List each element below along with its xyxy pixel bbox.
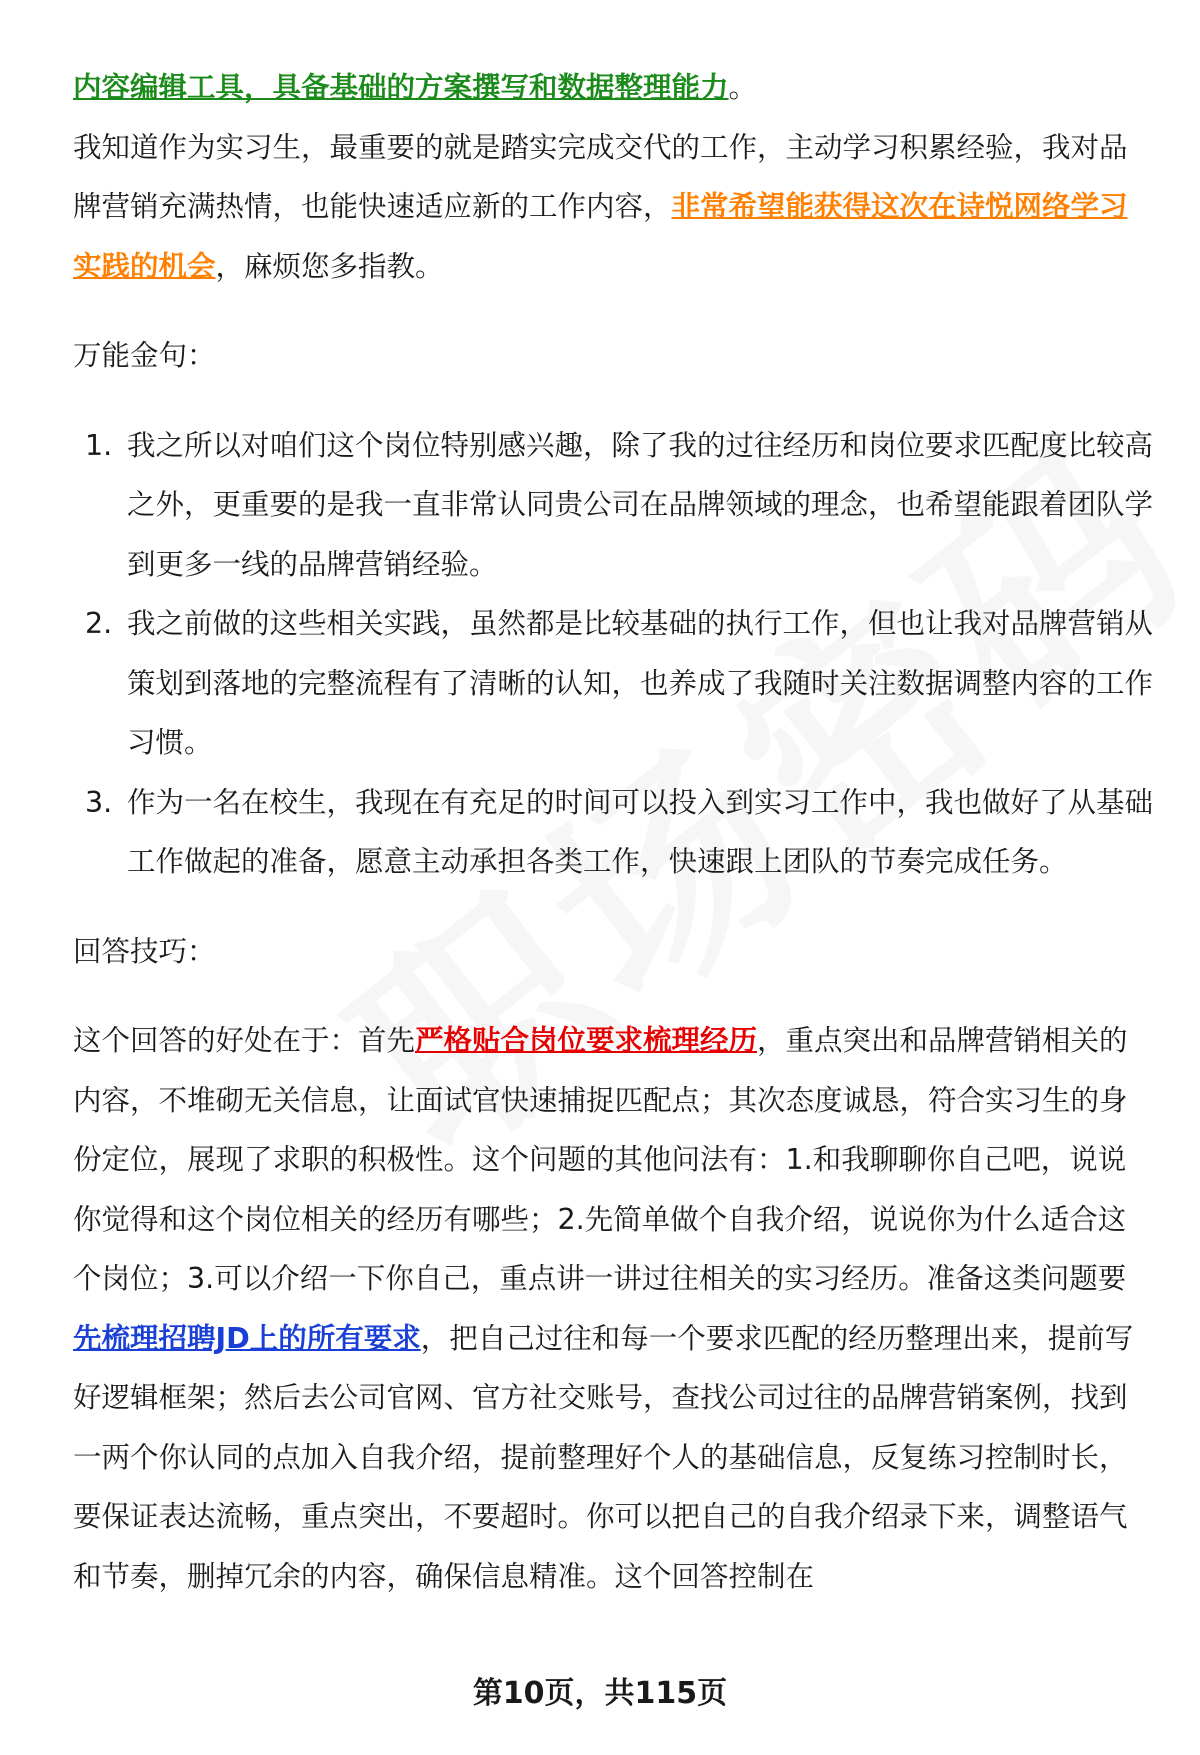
highlight-orange: 非常希望能获得这次在诗悦网络学习实践的机会: [73, 190, 1128, 283]
list-item: [73, 594, 1153, 773]
text: ，重点突出和品牌营销相关的内容，不堆砌无关信息，让面试官快速捕捉匹配点；其次态度诚恳，符合实习生的身份定位，展现了求职的积极性。这个问题的其他问法有：1.和我聊聊你自己吧，说说你觉得和这个岗位相关的经历有哪些；2.先简单做个自我介绍，说说你为什么适合这个岗位；3.可以介绍一下你自己，重点讲一讲过往相关的实习经历。准备这类问题要: [73, 1024, 1128, 1295]
text: 。: [728, 71, 758, 104]
paragraph-intro-end: [73, 58, 1153, 118]
text: ，把自己过往和每一个要求匹配的经历整理出来，提前写好逻辑框架；然后去公司官网、官方社交账号，查找公司过往的品牌营销案例，找到一两个你认同的点加入自我介绍，提前整理好个人的基础信息，反复练习控制时长，要保证表达流畅，重点突出，不要超时。你可以把自己的自我介绍录下来，调整语气和节奏，删掉冗余的内容，确保信息精准。这个回答控制在: [73, 1321, 1134, 1593]
highlight-red: 严格贴合岗位要求梳理经历: [415, 1024, 758, 1057]
golden-sentence-list: [73, 416, 1153, 892]
list-number: 2.: [85, 607, 113, 640]
text: 我知道作为实习生，最重要的就是踏实完成交代的工作，主动学习积累经验，我对品牌营销充满热情，也能快速适应新的工作内容，: [73, 130, 1128, 223]
paragraph-closing: [73, 118, 1153, 297]
highlight-blue: 先梳理招聘JD上的所有要求: [73, 1321, 421, 1355]
list-item: [73, 773, 1153, 892]
list-item-text: 我之前做的这些相关实践，虽然都是比较基础的执行工作，但也让我对品牌营销从策划到落地的完整流程有了清晰的认知，也养成了我随时关注数据调整内容的工作习惯。: [127, 607, 1154, 759]
highlight-green: 内容编辑工具，具备基础的方案撰写和数据整理能力: [73, 71, 729, 104]
text: 这个回答的好处在于：首先: [73, 1024, 416, 1057]
section-heading-golden: 万能金句：: [73, 339, 216, 372]
list-item-text: 我之所以对咱们这个岗位特别感兴趣，除了我的过往经历和岗位要求匹配度比较高之外，更重要的是我一直非常认同贵公司在品牌领域的理念，也希望能跟着团队学到更多一线的品牌营销经验。: [127, 428, 1154, 581]
list-item-text: 作为一名在校生，我现在有充足的时间可以投入到实习工作中，我也做好了从基础工作做起的准备，愿意主动承担各类工作，快速跟上团队的节奏完成任务。: [127, 785, 1154, 878]
document-body: [73, 58, 1153, 1606]
list-item: [73, 416, 1153, 595]
list-number: 1.: [85, 428, 113, 462]
list-number: 3.: [85, 785, 113, 819]
paragraph-tips: [73, 1011, 1153, 1606]
section-heading-tips: 回答技巧：: [73, 934, 216, 968]
page-number: 第10页，共115页: [472, 1676, 728, 1711]
text: ，麻烦您多指教。: [215, 249, 444, 283]
